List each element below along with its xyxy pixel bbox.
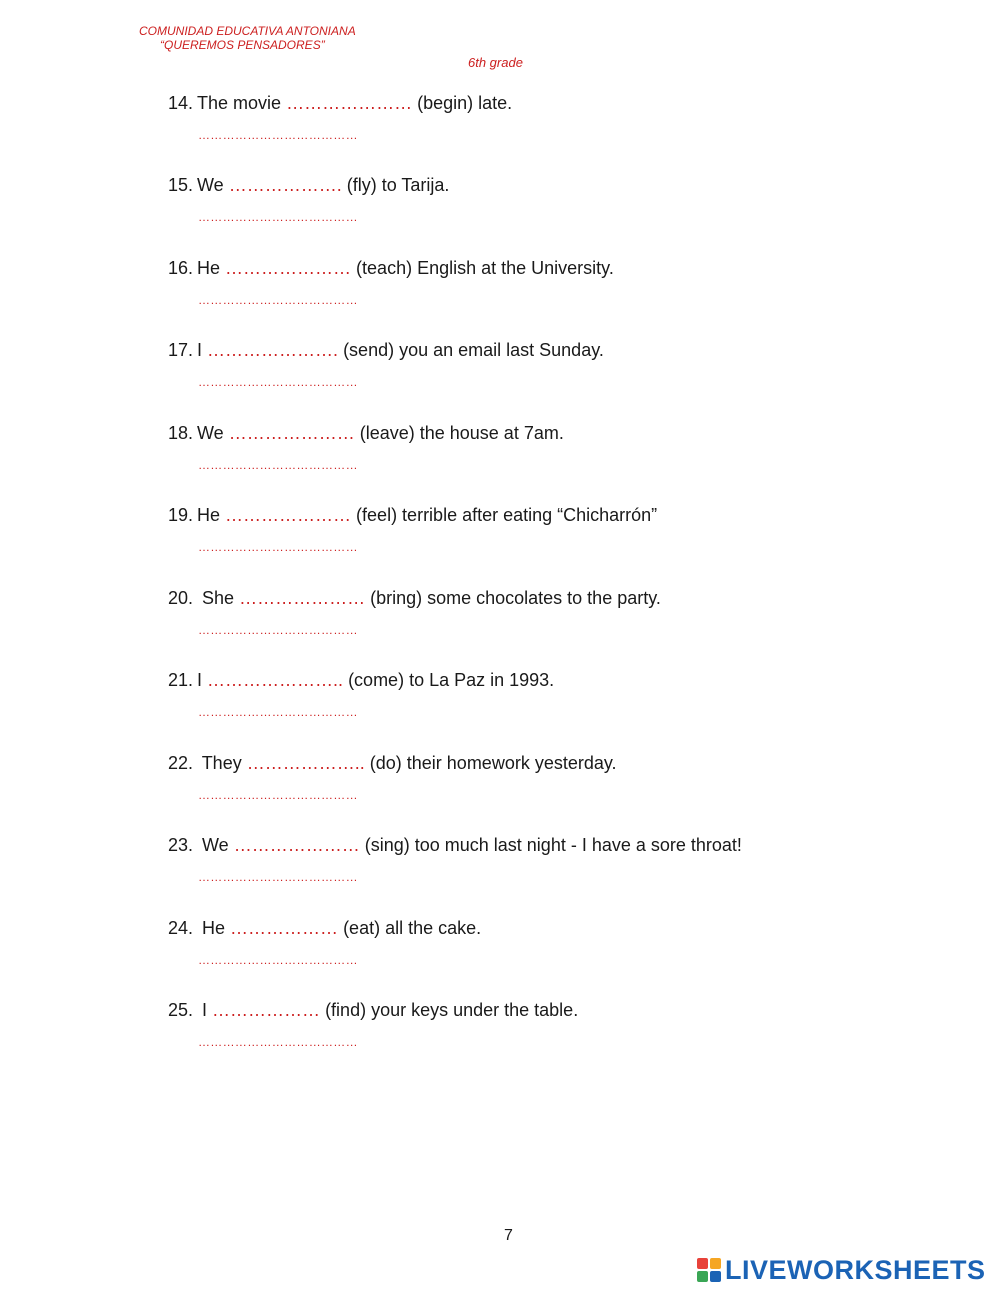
blank-dots[interactable]: ………………….	[207, 340, 339, 360]
blank-dots[interactable]: ………………	[212, 1000, 321, 1020]
blank-dots[interactable]: ………………..	[246, 753, 365, 773]
exercise-15	[168, 173, 928, 224]
exercise-subject: I	[197, 670, 203, 690]
exercise-rest: (feel) terrible after eating “Chicharrón”	[356, 505, 658, 525]
exercise-21	[168, 668, 928, 719]
exercise-25	[168, 998, 928, 1049]
answer-line[interactable]: …………………………………	[198, 623, 358, 637]
exercise-16	[168, 256, 928, 307]
exercise-sentence	[168, 751, 928, 775]
exercise-number: 23.	[168, 835, 194, 855]
exercise-rest: (do) their homework yesterday.	[369, 753, 617, 773]
answer-line[interactable]: …………………………………	[198, 788, 358, 802]
exercise-number: 17.	[168, 340, 194, 360]
exercise-subject: We	[197, 175, 224, 195]
blank-dots[interactable]: …………………	[228, 423, 355, 443]
exercise-rest: (teach) English at the University.	[356, 258, 614, 278]
exercise-rest: (bring) some chocolates to the party.	[370, 588, 661, 608]
exercise-subject: She	[202, 588, 235, 608]
exercise-subject: We	[197, 423, 224, 443]
school-name: COMUNIDAD EDUCATIVA ANTONIANA	[139, 24, 356, 38]
exercise-number: 25.	[168, 1000, 194, 1020]
liveworksheets-icon	[697, 1258, 721, 1282]
exercise-rest: (leave) the house at 7am.	[359, 423, 564, 443]
exercise-sentence	[168, 833, 928, 857]
exercise-subject: We	[202, 835, 229, 855]
answer-line[interactable]: …………………………………	[198, 375, 358, 389]
blank-dots[interactable]: …………………	[233, 835, 360, 855]
answer-line[interactable]: …………………………………	[198, 210, 358, 224]
logo-square-green	[697, 1271, 708, 1282]
exercise-sentence	[168, 503, 928, 527]
exercise-rest: (eat) all the cake.	[343, 918, 482, 938]
blank-dots[interactable]: …………………	[225, 258, 352, 278]
exercise-number: 14.	[168, 93, 194, 113]
logo-square-blue	[710, 1271, 721, 1282]
exercise-number: 22.	[168, 753, 194, 773]
exercise-sentence	[168, 338, 928, 362]
exercise-rest: (come) to La Paz in 1993.	[348, 670, 555, 690]
exercise-rest: (fly) to Tarija.	[346, 175, 450, 195]
exercise-subject: He	[202, 918, 226, 938]
answer-line[interactable]: …………………………………	[198, 128, 358, 142]
blank-dots[interactable]: …………………..	[207, 670, 344, 690]
exercise-sentence	[168, 256, 928, 280]
exercise-sentence	[168, 91, 928, 115]
answer-line[interactable]: …………………………………	[198, 540, 358, 554]
exercise-sentence	[168, 998, 928, 1022]
exercise-subject: The movie	[197, 93, 282, 113]
exercise-23	[168, 833, 928, 884]
grade-label: 6th grade	[468, 55, 523, 70]
logo-square-orange	[710, 1258, 721, 1269]
exercise-subject: He	[197, 505, 221, 525]
exercise-rest: (sing) too much last night - I have a sore throat!	[364, 835, 742, 855]
exercise-sentence	[168, 916, 928, 940]
blank-dots[interactable]: ………………	[230, 918, 339, 938]
blank-dots[interactable]: …………………	[225, 505, 352, 525]
exercise-20	[168, 586, 928, 637]
exercise-number: 16.	[168, 258, 194, 278]
school-motto: “QUEREMOS PENSADORES”	[160, 38, 325, 52]
exercise-sentence	[168, 173, 928, 197]
page-number: 7	[504, 1227, 513, 1244]
exercise-subject: He	[197, 258, 221, 278]
answer-line[interactable]: …………………………………	[198, 705, 358, 719]
exercise-number: 20.	[168, 588, 194, 608]
exercise-number: 19.	[168, 505, 194, 525]
blank-dots[interactable]: …………………	[286, 93, 413, 113]
exercise-rest: (send) you an email last Sunday.	[343, 340, 604, 360]
exercise-22	[168, 751, 928, 802]
exercise-number: 21.	[168, 670, 194, 690]
answer-line[interactable]: …………………………………	[198, 293, 358, 307]
exercise-14	[168, 91, 928, 142]
blank-dots[interactable]: ……………….	[228, 175, 342, 195]
exercise-subject: They	[201, 753, 242, 773]
exercise-18	[168, 421, 928, 472]
exercise-24	[168, 916, 928, 967]
logo-square-red	[697, 1258, 708, 1269]
exercise-19	[168, 503, 928, 554]
exercise-sentence	[168, 668, 928, 692]
exercise-number: 15.	[168, 175, 194, 195]
answer-line[interactable]: …………………………………	[198, 1035, 358, 1049]
exercise-rest: (begin) late.	[417, 93, 513, 113]
exercise-rest: (find) your keys under the table.	[325, 1000, 579, 1020]
exercise-sentence	[168, 586, 928, 610]
exercise-17	[168, 338, 928, 389]
exercise-number: 24.	[168, 918, 194, 938]
answer-line[interactable]: …………………………………	[198, 458, 358, 472]
liveworksheets-logo[interactable]	[697, 1255, 986, 1285]
blank-dots[interactable]: …………………	[239, 588, 366, 608]
liveworksheets-wordmark: LIVEWORKSHEETS	[725, 1254, 986, 1285]
answer-line[interactable]: …………………………………	[198, 953, 358, 967]
exercise-number: 18.	[168, 423, 194, 443]
exercise-sentence	[168, 421, 928, 445]
exercise-subject: I	[197, 340, 203, 360]
answer-line[interactable]: …………………………………	[198, 870, 358, 884]
exercise-subject: I	[202, 1000, 208, 1020]
